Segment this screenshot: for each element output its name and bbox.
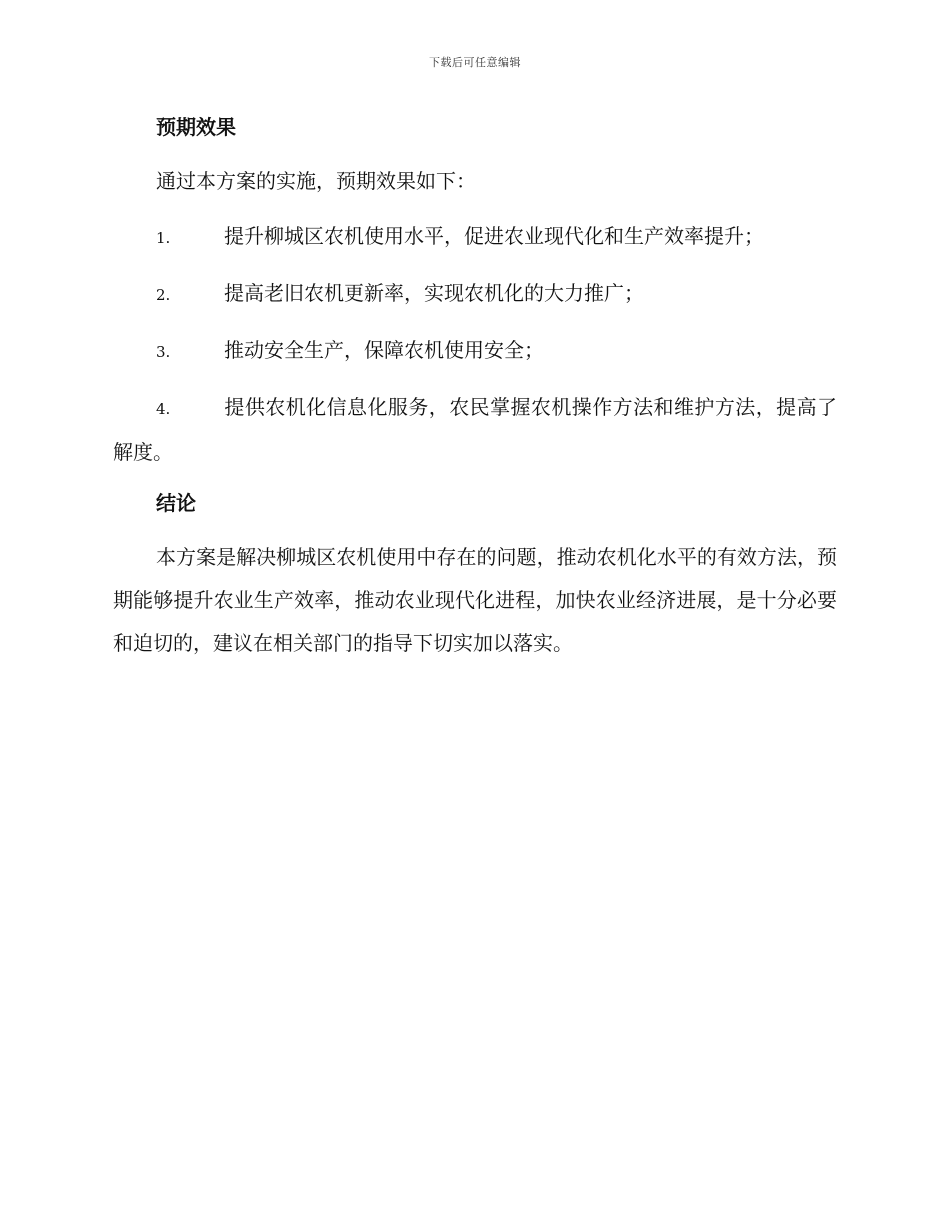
list-item bbox=[113, 329, 837, 374]
list-item-text: 推动安全生产，保障农机使用安全； bbox=[224, 338, 544, 362]
list-item-text: 提高老旧农机更新率，实现农机化的大力推广； bbox=[224, 281, 644, 305]
list-item-number: 4. bbox=[156, 400, 171, 418]
section-expected-results bbox=[113, 110, 837, 474]
list-item bbox=[113, 215, 837, 260]
page-header-note: 下载后可任意编辑 bbox=[429, 56, 521, 69]
list-item bbox=[113, 272, 837, 317]
section-conclusion bbox=[113, 486, 837, 665]
list-item-number: 1. bbox=[156, 229, 171, 247]
conclusion-paragraph: 本方案是解决柳城区农机使用中存在的问题，推动农机化水平的有效方法，预期能够提升农业生产效率，推动农业现代化进程，加快农业经济进展，是十分必要和迫切的，建议在相关部门的指导下切实加以落实。 bbox=[113, 545, 837, 655]
expected-results-list bbox=[113, 215, 837, 474]
list-item-text: 提供农机化信息化服务，农民掌握农机操作方法和维护方法，提高了解度。 bbox=[113, 395, 837, 464]
list-item-number: 3. bbox=[156, 343, 171, 361]
section-heading-expected: 预期效果 bbox=[156, 115, 236, 139]
document-body bbox=[113, 110, 837, 677]
list-item bbox=[113, 386, 837, 474]
intro-paragraph: 通过本方案的实施，预期效果如下： bbox=[156, 169, 476, 193]
list-item-number: 2. bbox=[156, 286, 171, 304]
list-item-text: 提升柳城区农机使用水平，促进农业现代化和生产效率提升； bbox=[224, 224, 764, 248]
section-heading-conclusion: 结论 bbox=[156, 491, 196, 515]
